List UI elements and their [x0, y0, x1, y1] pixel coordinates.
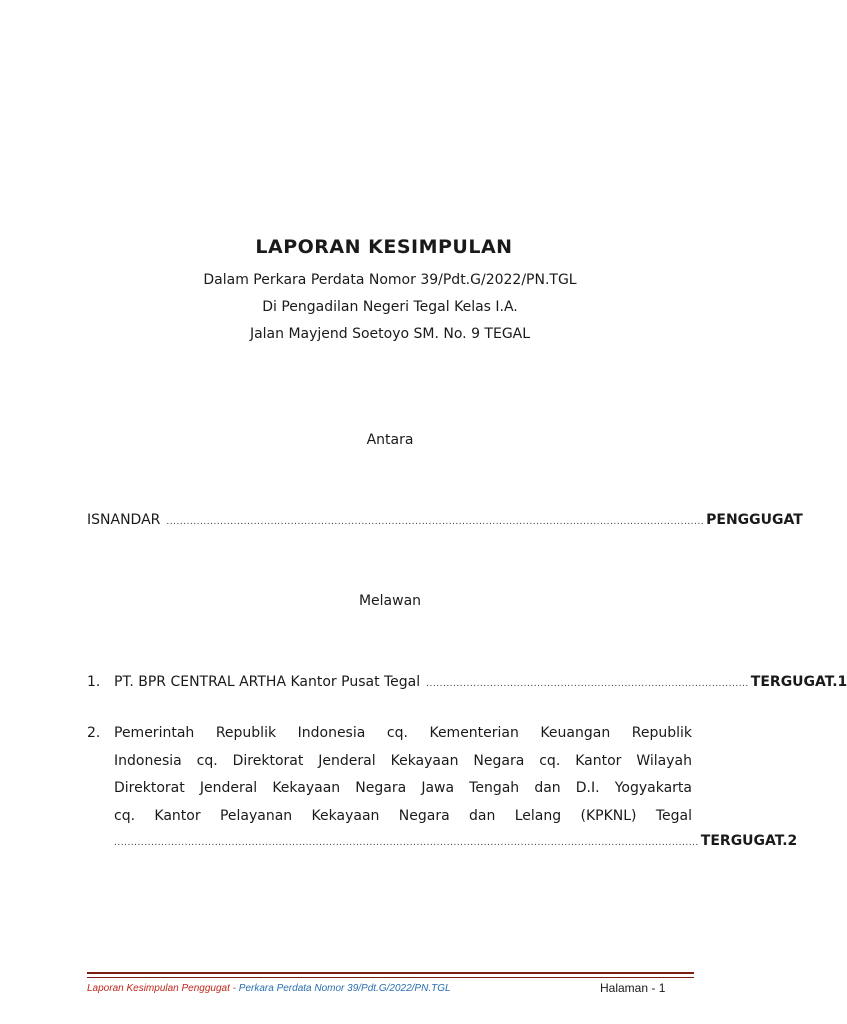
- defendant-1-name: PT. BPR CENTRAL ARTHA Kantor Pusat Tegal: [114, 674, 421, 690]
- footer-case: Perkara Perdata Nomor 39/Pdt.G/2022/PN.TGL: [238, 983, 451, 994]
- melawan-label: Melawan: [358, 593, 422, 609]
- case-number-line: Dalam Perkara Perdata Nomor 39/Pdt.G/2022/PN.TGL: [203, 272, 577, 288]
- footer-caption: [87, 983, 451, 994]
- defendant-1-row: [114, 674, 847, 694]
- defendant-2-dots: ..............................................................................................................................................................................: [114, 838, 699, 848]
- defendant-1-role: TERGUGAT.1: [750, 674, 847, 690]
- defendant-2-line: Direktorat Jenderal Kekayaan Negara Jawa Tengah dan D.I. Yogyakarta: [114, 780, 692, 796]
- defendant-1-dots: ................................................................................................: [426, 679, 749, 689]
- court-address-line: Jalan Mayjend Soetoyo SM. No. 9 TEGAL: [249, 326, 531, 342]
- document-title: LAPORAN KESIMPULAN: [255, 236, 513, 258]
- page-number: Halaman - 1: [600, 981, 666, 995]
- defendant-2-line: Indonesia cq. Direktorat Jenderal Kekayaan Negara cq. Kantor Wilayah: [114, 752, 692, 769]
- plaintiff-row: [87, 512, 803, 532]
- footer-title: Laporan Kesimpulan Penggugat: [87, 983, 230, 994]
- court-name-line: Di Pengadilan Negeri Tegal Kelas I.A.: [262, 299, 518, 315]
- defendant-2-line: cq. Kantor Pelayanan Kekayaan Negara dan Lelang (KPKNL) Tegal: [114, 807, 692, 824]
- defendant-2-role: TERGUGAT.2: [700, 833, 798, 849]
- defendant-2-text: [114, 720, 692, 830]
- defendant-2-role-row: [114, 833, 798, 853]
- defendant-2-line: Pemerintah Republik Indonesia cq. Kementerian Keuangan Republik: [114, 725, 692, 741]
- footer-rule-thin: [87, 977, 694, 978]
- defendant-1-number: 1.: [87, 674, 101, 690]
- plaintiff-dots: ................................................................................................................................................................: [166, 517, 705, 527]
- footer-separator: -: [229, 983, 239, 994]
- antara-label: Antara: [366, 432, 414, 448]
- footer-rule-thick: [87, 972, 694, 974]
- plaintiff-role: PENGGUGAT: [706, 512, 803, 528]
- defendant-2-number: 2.: [87, 725, 101, 741]
- plaintiff-name: ISNANDAR: [87, 512, 161, 528]
